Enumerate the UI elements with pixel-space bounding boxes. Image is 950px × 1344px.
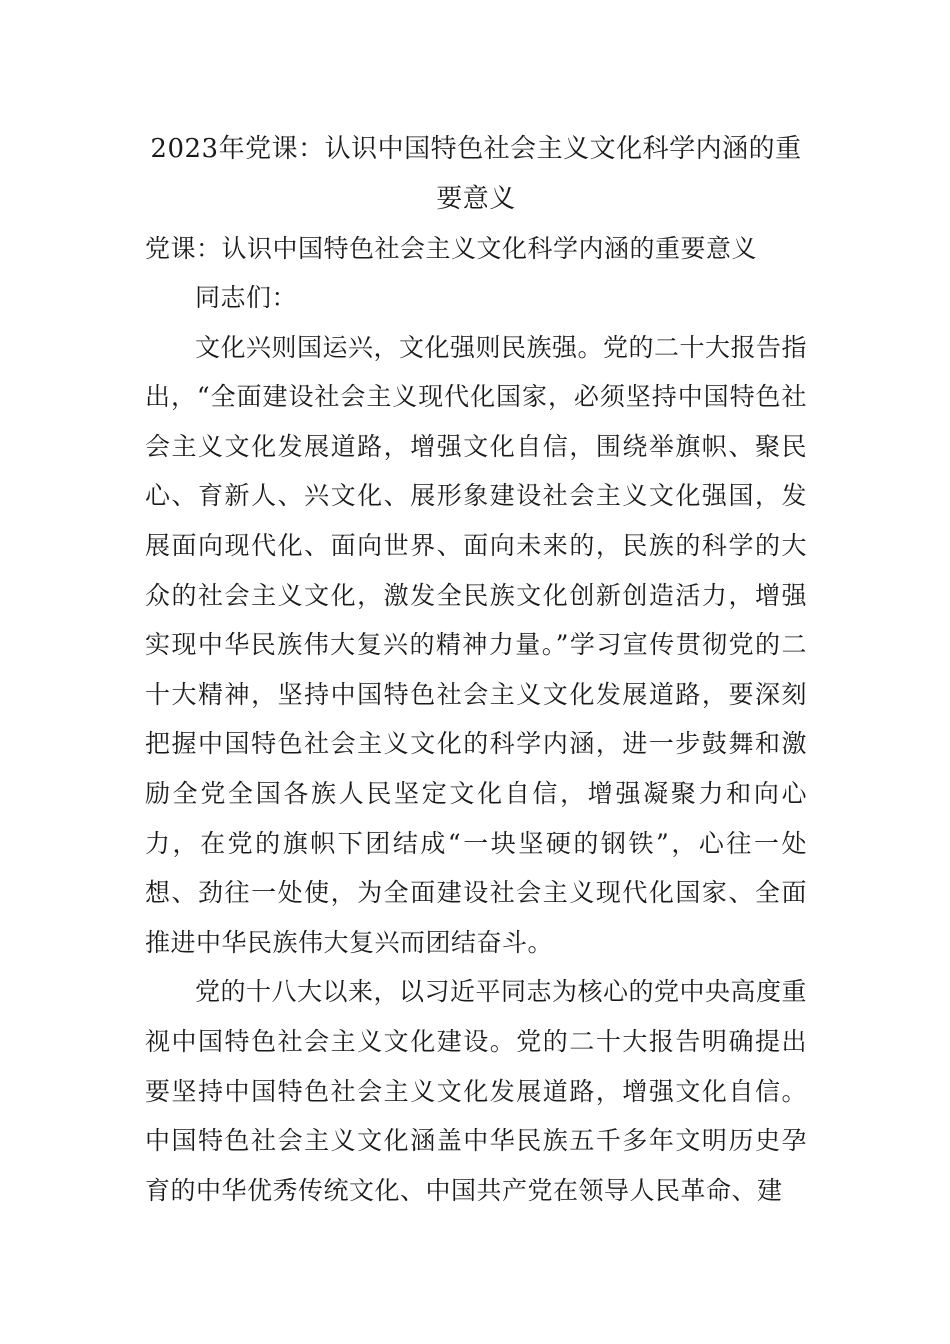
body-paragraph-2: 党的十八大以来，以习近平同志为核心的党中央高度重视中国特色社会主义文化建设。党的二十大报告明确提出要坚持中国特色社会主义文化发展道路，增强文化自信。中国特色社会主义文化涵盖中华民族五千多年文明历史孕育的中华优秀传统文化、中国共产党在领导人民革命、建 (145, 977, 808, 1205)
document-title: 2023年党课：认识中国特色社会主义文化科学内涵的重要意义 (150, 134, 802, 214)
document-subtitle: 党课：认识中国特色社会主义文化科学内涵的重要意义 (145, 234, 758, 263)
greeting: 同志们： (195, 283, 298, 312)
document-page (145, 124, 807, 1215)
body-paragraph-1: 文化兴则国运兴，文化强则民族强。党的二十大报告指出，“全面建设社会主义现代化国家，必须坚持中国特色社会主义文化发展道路，增强文化自信，围绕举旗帜、聚民心、育新人、兴文化、展形象建设社会主义文化强国，发展面向现代化、面向世界、面向未来的，民族的科学的大众的社会主义文化，激发全民族文化创新创造活力，增强实现中华民族伟大复兴的精神力量。”学习宣传贯彻党的二十大精神，坚持中国特色社会主义文化发展道路，要深刻把握中国特色社会主义文化的科学内涵，进一步鼓舞和激励全党全国各族人民坚定文化自信，增强凝聚力和向心力，在党的旗帜下团结成“一块坚硬的钢铁”，心往一处想、劲往一处使，为全面建设社会主义现代化国家、全面推进中华民族伟大复兴而团结奋斗。 (145, 332, 808, 957)
